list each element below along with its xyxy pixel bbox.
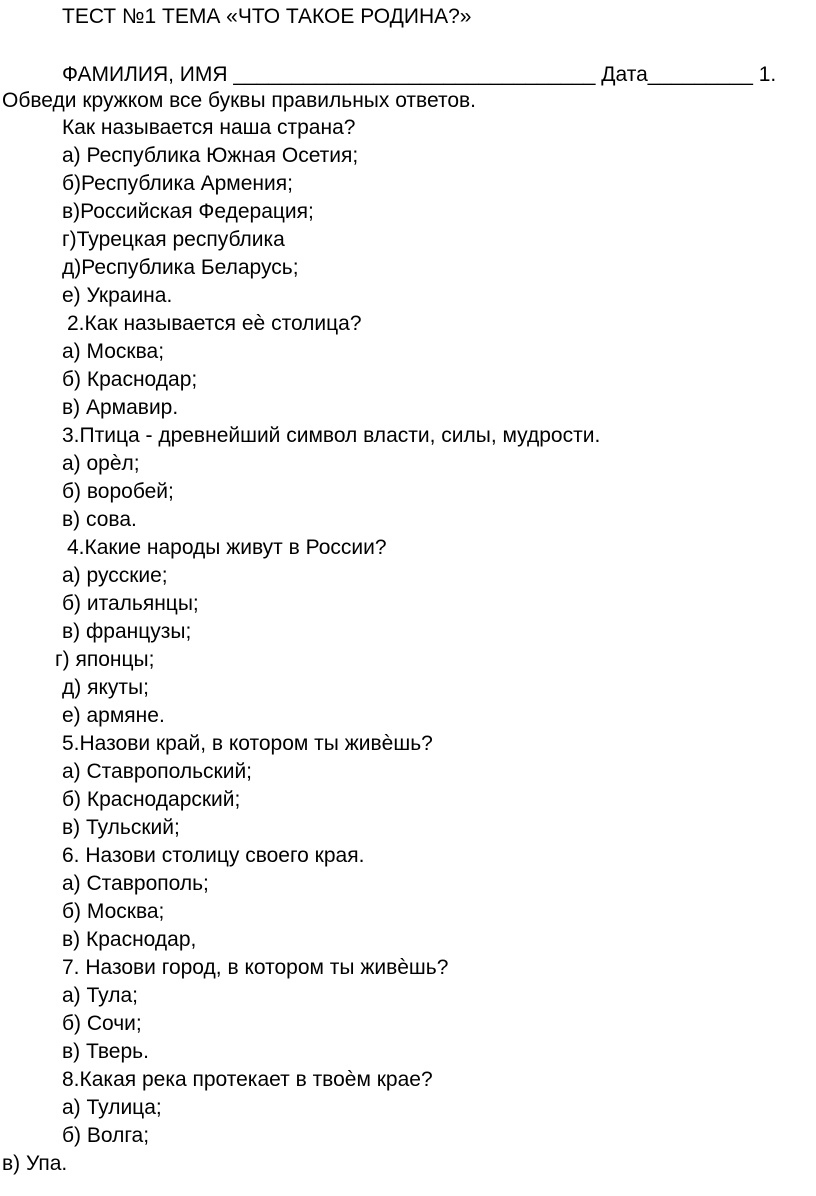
answer-option: б) воробей;	[62, 480, 174, 503]
answer-option: б) Сочи;	[62, 1012, 142, 1035]
answer-option: г) японцы;	[55, 648, 155, 671]
answer-option: а) Тулица;	[62, 1096, 162, 1119]
answer-option: б) Краснодарский;	[62, 788, 241, 811]
answer-option: в)Российская Федерация;	[62, 200, 314, 223]
question-3: 3.Птица - древнейший символ власти, силы, мудрости.	[62, 424, 601, 447]
answer-option: в) Упа.	[2, 1152, 68, 1175]
answer-option: б) итальянцы;	[62, 592, 199, 615]
answer-option: б) Волга;	[62, 1124, 150, 1147]
test-title: ТЕСТ №1 ТЕМА «ЧТО ТАКОЕ РОДИНА?»	[62, 5, 472, 28]
answer-option: в) Краснодар,	[62, 928, 197, 951]
answer-option: д) якуты;	[62, 676, 149, 699]
answer-option: а) орѐл;	[62, 452, 140, 475]
answer-option: б) Москва;	[62, 900, 165, 923]
answer-option: е) Украина.	[62, 284, 173, 307]
answer-option: а) Ставрополь;	[62, 872, 209, 895]
answer-option: в) Тульский;	[62, 816, 180, 839]
question-1: Как называется наша страна?	[62, 116, 356, 139]
answer-option: а) Тула;	[62, 984, 138, 1007]
answer-option: д)Республика Беларусь;	[62, 256, 299, 279]
instruction: Обведи кружком все буквы правильных ответов.	[2, 89, 477, 112]
question-4: 4.Какие народы живут в России?	[67, 536, 387, 559]
answer-option: в) Тверь.	[62, 1040, 149, 1063]
answer-option: б) Краснодар;	[62, 368, 198, 391]
answer-option: а) Республика Южная Осетия;	[62, 144, 359, 167]
answer-option: в) сова.	[62, 508, 137, 531]
question-8: 8.Какая река протекает в твоѐм крае?	[62, 1068, 433, 1091]
question-6: 6. Назови столицу своего края.	[62, 844, 365, 867]
answer-option: а) русские;	[62, 564, 168, 587]
question-5: 5.Назови край, в котором ты живѐшь?	[62, 732, 433, 755]
answer-option: г)Турецкая республика	[62, 228, 285, 251]
answer-option: в) Армавир.	[62, 396, 179, 419]
answer-option: а) Москва;	[62, 340, 165, 363]
answer-option: б)Республика Армения;	[62, 172, 293, 195]
name-date-field: ФАМИЛИЯ, ИМЯ _______________________________ Дата_________ 1.	[62, 63, 777, 86]
answer-option: е) армяне.	[62, 704, 165, 727]
question-2: 2.Как называется еѐ столица?	[67, 312, 362, 335]
question-7: 7. Назови город, в котором ты живѐшь?	[62, 956, 449, 979]
answer-option: в) французы;	[62, 620, 192, 643]
answer-option: а) Ставропольский;	[62, 760, 253, 783]
